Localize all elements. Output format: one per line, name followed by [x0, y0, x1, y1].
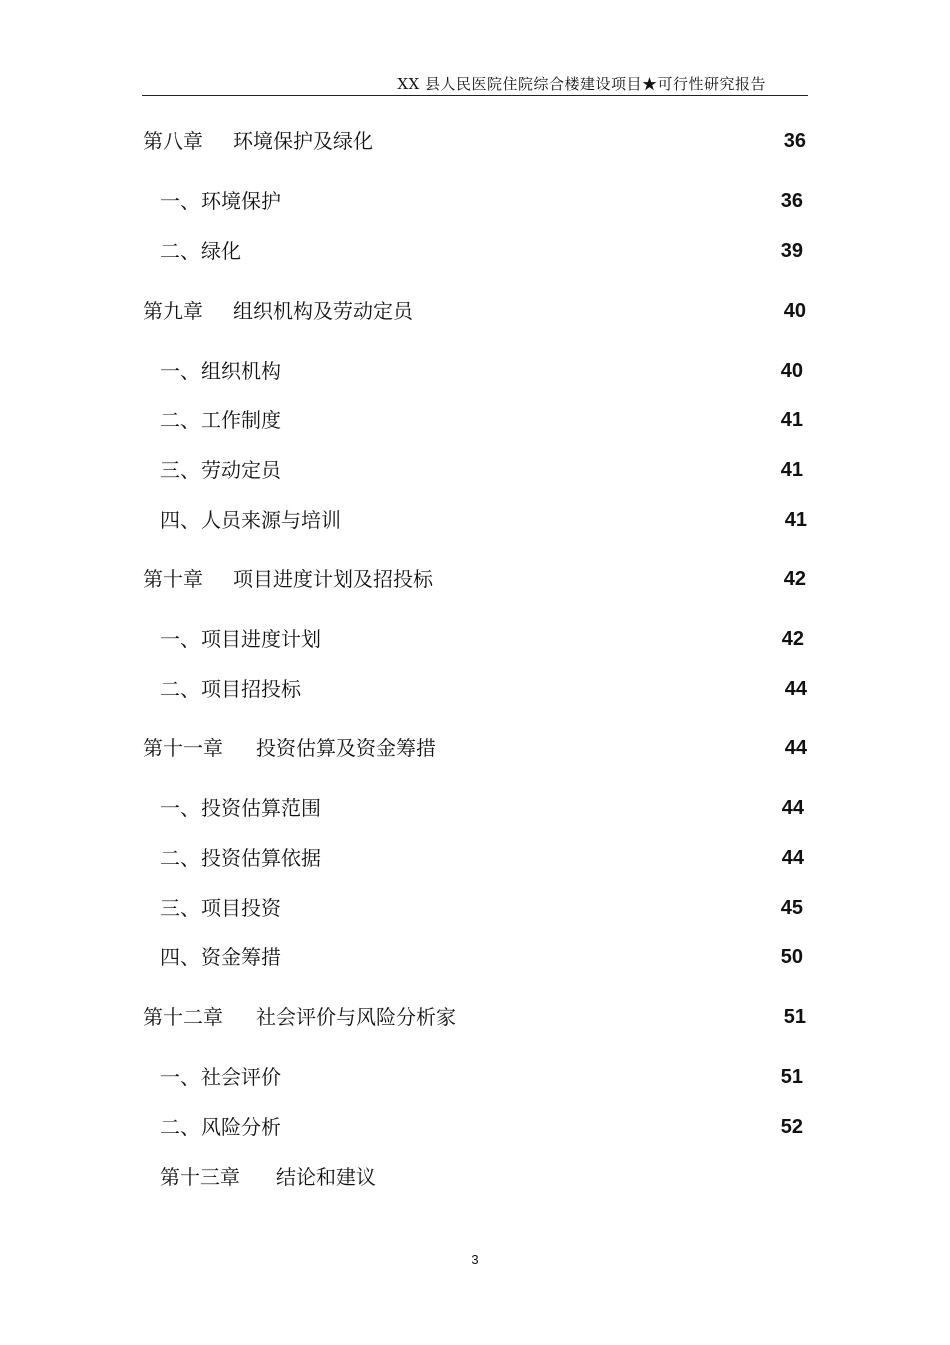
toc-entry-title — [143, 733, 436, 763]
toc-entry-page: 40 — [783, 300, 806, 322]
toc-entry-name: 社会评价 — [201, 1065, 281, 1089]
toc-entry-title — [160, 843, 321, 873]
toc-section[interactable] — [0, 942, 950, 972]
toc-section[interactable] — [0, 186, 950, 216]
toc-entry-page: 36 — [783, 130, 806, 152]
toc-section[interactable] — [0, 405, 950, 435]
toc-section[interactable] — [0, 356, 950, 386]
toc-entry-title — [143, 126, 373, 156]
toc-entry-name: 工作制度 — [201, 408, 281, 432]
toc-section[interactable] — [0, 893, 950, 923]
toc-entry-number: 一、 — [160, 189, 200, 213]
toc-entry-title — [160, 1112, 281, 1142]
toc-entry-page: 41 — [780, 409, 803, 431]
toc-entry-name: 投资估算依据 — [201, 846, 321, 870]
toc-section[interactable] — [0, 793, 950, 823]
toc-entry-name: 环境保护及绿化 — [233, 129, 373, 153]
toc-section[interactable] — [0, 505, 950, 535]
toc-entry-title — [143, 296, 413, 326]
toc-entry-page: 44 — [781, 797, 804, 819]
toc-entry-title — [160, 893, 281, 923]
toc-entry-name: 投资估算及资金筹措 — [256, 736, 436, 760]
toc-section[interactable] — [0, 843, 950, 873]
toc-chapter-13[interactable] — [0, 1162, 950, 1192]
toc-entry-number: 二、 — [160, 239, 200, 263]
toc-entry-page: 40 — [780, 360, 803, 382]
toc-entry-name: 项目进度计划 — [201, 627, 321, 651]
toc-entry-name: 投资估算范围 — [201, 796, 321, 820]
toc-chapter-9[interactable] — [0, 296, 950, 326]
toc-entry-number: 四、 — [160, 945, 200, 969]
toc-entry-number: 一、 — [160, 796, 200, 820]
toc-entry-number: 一、 — [160, 359, 200, 383]
toc-entry-name: 项目进度计划及招投标 — [233, 567, 433, 591]
toc-entry-name: 人员来源与培训 — [201, 508, 341, 532]
toc-entry-title — [143, 564, 433, 594]
toc-chapter-8[interactable] — [0, 126, 950, 156]
toc-entry-page: 36 — [780, 190, 803, 212]
toc-entry-title — [160, 1162, 376, 1192]
toc-entry-number: 二、 — [160, 846, 200, 870]
toc-entry-page: 44 — [784, 678, 807, 700]
toc-entry-number: 一、 — [160, 1065, 200, 1089]
toc-section[interactable] — [0, 1062, 950, 1092]
toc-entry-page: 52 — [780, 1116, 803, 1138]
toc-section[interactable] — [0, 674, 950, 704]
toc-entry-title — [160, 186, 281, 216]
toc-section[interactable] — [0, 455, 950, 485]
toc-entry-number: 第八章 — [143, 129, 203, 153]
toc-entry-name: 劳动定员 — [201, 458, 281, 482]
header-title: XX 县人民医院住院综合楼建设项目★可行性研究报告 — [397, 75, 766, 93]
toc-chapter-10[interactable] — [0, 564, 950, 594]
toc-entry-page: 39 — [780, 240, 803, 262]
toc-entry-title — [160, 624, 321, 654]
toc-entry-name: 组织机构 — [201, 359, 281, 383]
toc-entry-number: 三、 — [160, 458, 200, 482]
toc-entry-name: 社会评价与风险分析家 — [256, 1005, 456, 1029]
toc-entry-number: 四、 — [160, 508, 200, 532]
toc-entry-name: 组织机构及劳动定员 — [233, 299, 413, 323]
toc-entry-name: 资金筹措 — [201, 945, 281, 969]
toc-entry-page: 45 — [780, 897, 803, 919]
toc-entry-title — [160, 1062, 281, 1092]
toc-entry-page: 51 — [780, 1066, 803, 1088]
toc-section[interactable] — [0, 236, 950, 266]
toc-entry-page: 50 — [780, 946, 803, 968]
toc-entry-name: 项目招投标 — [201, 677, 301, 701]
toc-entry-number: 一、 — [160, 627, 200, 651]
toc-entry-title — [160, 236, 241, 266]
toc-entry-number: 第十章 — [143, 567, 203, 591]
toc-entry-page: 41 — [784, 509, 807, 531]
page-number: 3 — [471, 1252, 479, 1267]
toc-chapter-11[interactable] — [0, 733, 950, 763]
toc-entry-number: 二、 — [160, 677, 200, 701]
toc-entry-name: 绿化 — [201, 239, 241, 263]
toc-entry-title — [160, 942, 281, 972]
toc-entry-name: 项目投资 — [201, 896, 281, 920]
toc-section[interactable] — [0, 624, 950, 654]
toc-entry-page: 44 — [784, 737, 807, 759]
toc-entry-page: 42 — [783, 568, 806, 590]
toc-entry-title — [160, 674, 301, 704]
toc-entry-page: 42 — [781, 628, 804, 650]
toc-entry-title — [160, 405, 281, 435]
toc-entry-page: 44 — [781, 847, 804, 869]
toc-entry-number: 三、 — [160, 896, 200, 920]
toc-entry-number: 二、 — [160, 408, 200, 432]
toc-entry-number: 二、 — [160, 1115, 200, 1139]
toc-entry-number: 第十一章 — [143, 736, 223, 760]
toc-entry-name: 风险分析 — [201, 1115, 281, 1139]
toc-entry-title — [143, 1002, 456, 1032]
toc-entry-name: 结论和建议 — [276, 1165, 376, 1189]
toc-entry-title — [160, 793, 321, 823]
toc-entry-title — [160, 505, 341, 535]
toc-entry-title — [160, 455, 281, 485]
toc-section[interactable] — [0, 1112, 950, 1142]
toc-entry-page: 51 — [783, 1006, 806, 1028]
toc-entry-number: 第九章 — [143, 299, 203, 323]
toc-entry-page: 41 — [780, 459, 803, 481]
toc-chapter-12[interactable] — [0, 1002, 950, 1032]
toc-entry-title — [160, 356, 281, 386]
toc-entry-number: 第十三章 — [160, 1165, 240, 1189]
toc-entry-name: 环境保护 — [201, 189, 281, 213]
toc-entry-number: 第十二章 — [143, 1005, 223, 1029]
